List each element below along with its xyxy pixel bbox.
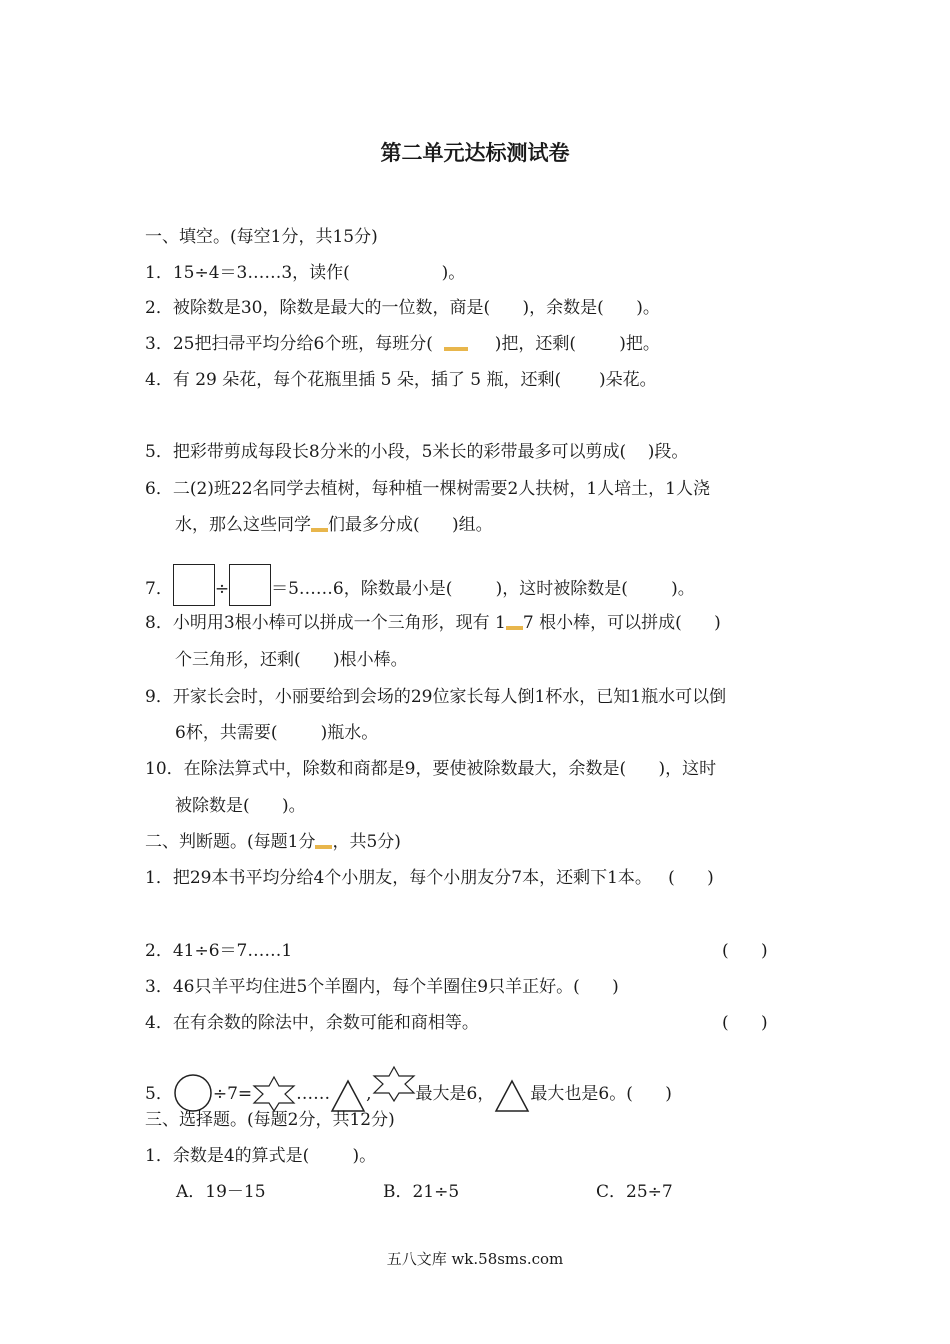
s1-q8-part1: 8．小明用3根小棒可以拼成一个三角形，现有 1: [145, 613, 506, 633]
s1-question-9-line2: 6杯，共需要( )瓶水。: [175, 723, 379, 743]
highlight-mark: [506, 626, 523, 630]
s1-q3-part2: )把，还剩( )把。: [467, 334, 660, 354]
section-2-heading: [145, 831, 401, 853]
s1-q8-part2: 7 根小棒，可以拼成( ): [522, 613, 721, 633]
circle-icon: [173, 1073, 213, 1113]
s1-question-6-line1: 6．二(2)班22名同学去植树，每种植一棵树需要2人扶树，1人培土，1人浇: [145, 479, 710, 499]
s2-q5-text2: 最大也是6。( ): [530, 1084, 672, 1104]
s1-q7-text: ＝5……6，除数最小是( )，这时被除数是( )。: [271, 579, 695, 599]
s1-q3-part1: 3．25把扫帚平均分给6个班，每班分(: [145, 334, 444, 354]
star-icon: [372, 1065, 416, 1103]
triangle-icon: [330, 1079, 366, 1113]
triangle-icon: [494, 1079, 530, 1113]
s1-question-6-line2: [175, 514, 493, 536]
s1-question-9-line1: 9．开家长会时，小丽要给到会场的29位家长每人倒1杯水，已知1瓶水可以倒: [145, 687, 727, 707]
highlight-mark: [315, 845, 332, 849]
s1-question-7: [145, 564, 695, 606]
s1-question-4: 4．有 29 朵花，每个花瓶里插 5 朵，插了 5 瓶，还剩( )朵花。: [145, 370, 657, 390]
option-b: B．21÷5: [383, 1182, 460, 1202]
highlight-mark: [444, 347, 468, 351]
s2-q5-divide: ÷7=: [212, 1084, 253, 1104]
option-a: A．19－15: [176, 1182, 266, 1202]
s1-question-1: 1．15÷4＝3……3，读作( )。: [145, 263, 466, 283]
s1-question-8-line2: 个三角形，还剩( )根小棒。: [175, 650, 408, 670]
dividend-box: [173, 564, 215, 606]
s1-q6-part1: 水，那么这些同学: [175, 515, 311, 535]
divisor-box: [229, 564, 271, 606]
highlight-mark: [311, 528, 328, 532]
s2-q5-comma: ,: [366, 1084, 372, 1104]
s1-question-10-line2: 被除数是( )。: [175, 796, 306, 816]
page-title: 第二单元达标测试卷: [380, 140, 570, 165]
s3-question-1: 1．余数是4的算式是( )。: [145, 1146, 377, 1166]
s2-q4-answer-paren: ( ): [722, 1013, 768, 1033]
s2-q2-answer-paren: ( ): [722, 941, 768, 961]
s2-q5-number: 5．: [145, 1084, 173, 1104]
s2-heading-part2: ，共5分): [332, 832, 401, 852]
s2-question-2: 2．41÷6＝7……1: [145, 941, 293, 961]
footer-watermark: 五八文库 wk.58sms.com: [386, 1250, 564, 1268]
s1-question-5: 5．把彩带剪成每段长8分米的小段，5米长的彩带最多可以剪成( )段。: [145, 442, 689, 462]
s2-heading-part1: 二、判断题。(每题1分: [145, 832, 316, 852]
section-1-heading: 一、填空。(每空1分，共15分): [145, 227, 378, 247]
s2-question-1: 1．把29本书平均分给4个小朋友，每个小朋友分7本，还剩下1本。 ( ): [145, 868, 714, 888]
s2-question-3: 3．46只羊平均住进5个羊圈内，每个羊圈住9只羊正好。( ): [145, 977, 619, 997]
s1-q7-number: 7．: [145, 579, 173, 599]
s1-question-2: 2．被除数是30，除数是最大的一位数，商是( )，余数是( )。: [145, 298, 660, 318]
s2-q5-dots: ……: [296, 1084, 331, 1104]
s1-question-8-line1: [145, 612, 721, 634]
s1-q7-divide-sign: ÷: [214, 579, 230, 599]
s1-question-10-line1: 10．在除法算式中，除数和商都是9，要使被除数最大，余数是( )，这时: [145, 759, 717, 779]
star-icon: [252, 1075, 296, 1113]
s1-q6-part2: 们最多分成( )组。: [328, 515, 493, 535]
option-c: C．25÷7: [596, 1182, 673, 1202]
s2-question-5: [145, 1065, 672, 1113]
s1-question-3: [145, 333, 660, 355]
s2-question-4: 4．在有余数的除法中，余数可能和商相等。: [145, 1013, 479, 1033]
s2-q5-text1: 最大是6，: [415, 1084, 495, 1104]
section-3-heading: 三、选择题。(每题2分，共12分): [145, 1110, 395, 1130]
